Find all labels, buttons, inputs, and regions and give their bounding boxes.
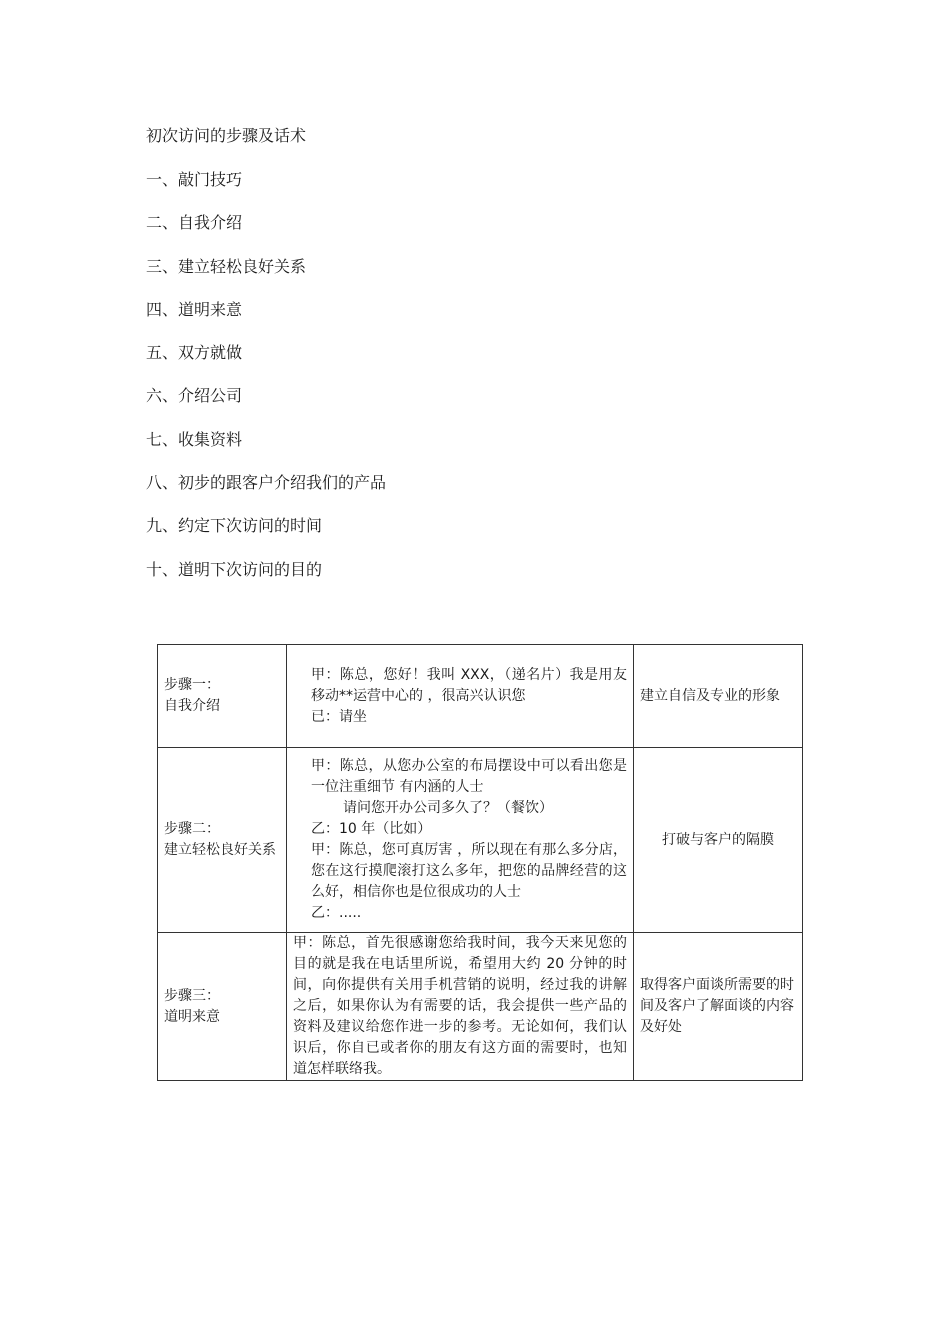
step-number: 步骤三： xyxy=(164,987,220,1004)
outline-item: 七、收集资料 xyxy=(146,429,243,449)
step-number: 步骤一： xyxy=(164,677,220,693)
table-row xyxy=(158,645,803,748)
steps-outline xyxy=(146,169,386,602)
script-cell xyxy=(287,645,634,748)
script-line: 甲：陈总，从您办公室的布局摆设中可以看出您是一位注重细节 有内涵的人士 xyxy=(311,758,627,795)
script-cell xyxy=(287,933,634,1081)
script-cell xyxy=(287,748,634,933)
step-name: 建立轻松良好关系 xyxy=(164,842,276,858)
script-line: 乙：10 年（比如） xyxy=(311,821,432,837)
document-title: 初次访问的步骤及话术 xyxy=(146,126,307,145)
outline-item: 四、道明来意 xyxy=(146,299,243,319)
outline-item: 一、敲门技巧 xyxy=(146,170,243,189)
script-line: 甲：陈总，首先很感谢您给我时间，我今天来见您的目的就是我在电话里所说，希望用大约 20 分钟的时间，向你提供有关用手机营销的说明，经过我的讲解之后，如果你认为有需要的话，我会提供一些产品的资料及建议给您作进一步的参考。无论如何，我们认识后，你自已或者你的朋友有这方面的需要时，也知道怎样联络我。 xyxy=(293,935,627,1077)
script-line: 已：请坐 xyxy=(311,708,367,725)
step-name: 道明来意 xyxy=(164,1008,220,1025)
step-label-cell xyxy=(158,933,287,1081)
script-line: 请问您开办公司多久了？（餐饮） xyxy=(343,800,553,816)
script-line: 乙：..... xyxy=(311,905,362,921)
outline-item: 九、约定下次访问的时间 xyxy=(146,516,323,536)
goal-cell: 打破与客户的隔膜 xyxy=(634,748,803,933)
outline-item: 六、介绍公司 xyxy=(146,386,243,406)
step-label-cell xyxy=(158,748,287,933)
table-row xyxy=(158,933,803,1081)
outline-item: 五、双方就做 xyxy=(146,343,243,363)
step-number: 步骤二： xyxy=(164,821,220,837)
steps-table xyxy=(157,644,803,1081)
script-line: 甲：陈总，您可真厉害 ，所以现在有那么多分店，您在这行摸爬滚打这么多年，把您的品牌经营的这么好，相信你也是位很成功的人士 xyxy=(311,842,627,900)
table-row xyxy=(158,748,803,933)
step-name: 自我介绍 xyxy=(164,698,220,714)
outline-item: 十、道明下次访问的目的 xyxy=(146,559,323,579)
step-label-cell xyxy=(158,645,287,748)
outline-item: 三、建立轻松良好关系 xyxy=(146,256,307,276)
goal-cell: 建立自信及专业的形象 xyxy=(634,645,803,748)
outline-item: 八、初步的跟客户介绍我们的产品 xyxy=(146,473,387,493)
outline-item: 二、自我介绍 xyxy=(146,213,243,233)
goal-cell: 取得客户面谈所需要的时间及客户了解面谈的内容及好处 xyxy=(634,933,803,1081)
script-line: 甲：陈总，您好！我叫 XXX，（递名片）我是用友移动**运营中心的 ，很高兴认识您 xyxy=(311,666,627,704)
